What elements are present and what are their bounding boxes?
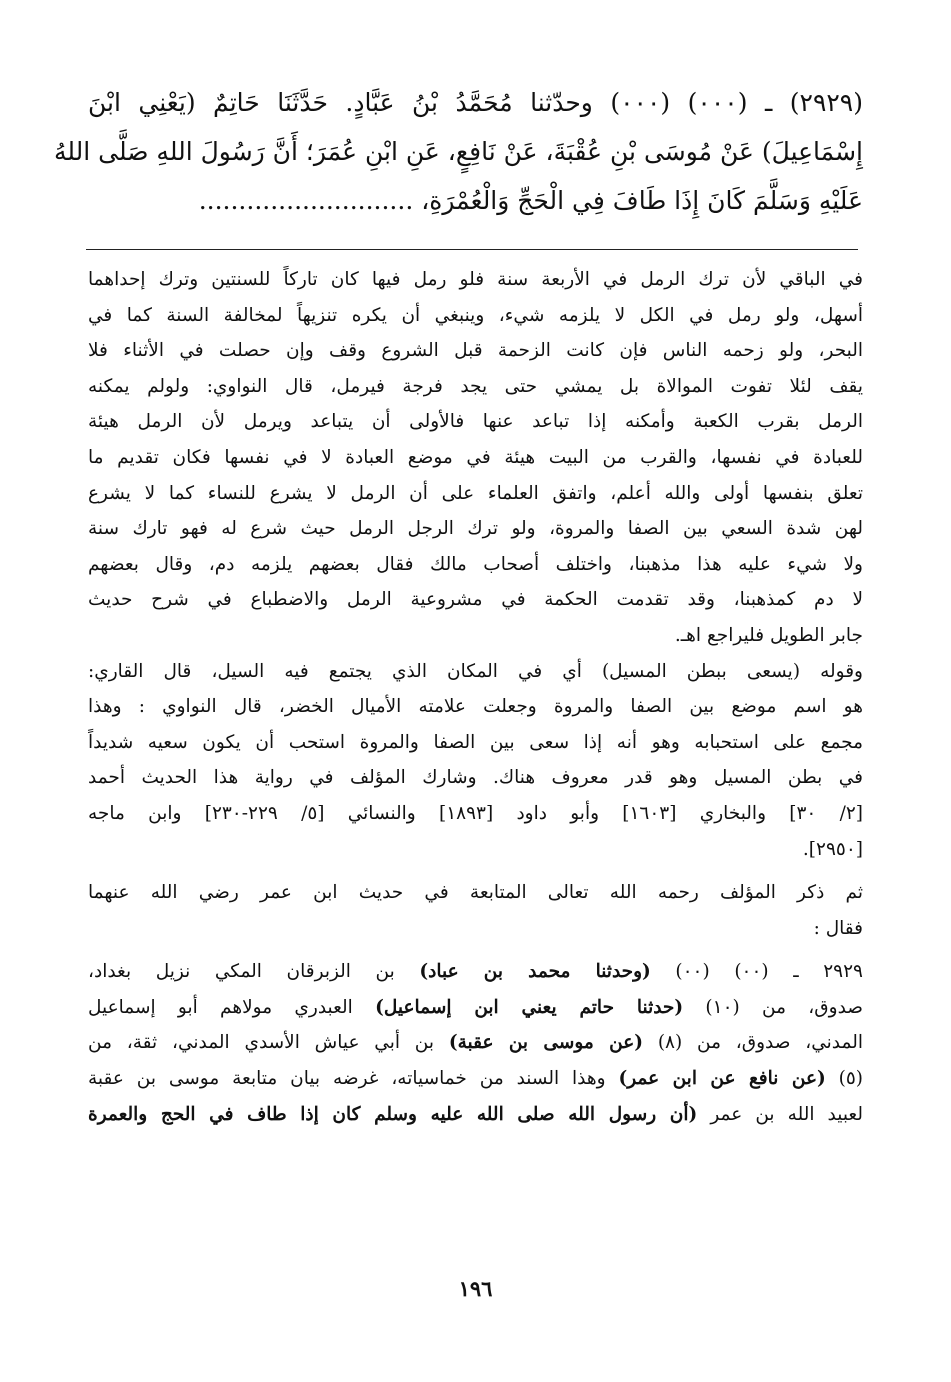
- chain-line: المدني، صدوق، من (٨) (عن موسى بن عقبة) بن أبي عياش الأسدي المدني، ثقة، من: [88, 1032, 863, 1054]
- commentary-line: لا دم كمذهبنا، وقد تقدمت الحكمة في مشروعية الرمل والاضطباع في شرح حديث: [88, 589, 863, 611]
- chain-narrator: (وحدثنا محمد بن عباد): [419, 961, 651, 983]
- chain-narrator: (حدثنا حاتم يعني ابن إسماعيل): [375, 996, 684, 1018]
- hadith-line: عَلَيْهِ وَسَلَّمَ كَانَ إِذَا طَافَ فِي الْحَجِّ وَالْعُمْرَةِ، ...........................: [198, 186, 863, 215]
- commentary-line: [٢/ ٣٠] والبخاري [١٦٠٣] وأبو داود [١٨٩٣] والنسائي [٥/ ٢٢٩-٢٣٠] وابن ماجه: [88, 802, 864, 824]
- commentary-line: أسهل، ولو رمل في الكل لا يلزمه شيء، وينبغي أن يكره تنزيهاً لمخالفة السنة كما في: [88, 304, 863, 326]
- commentary-line: البحر، ولو زحمه الناس فإن كانت الزحمة قبل الشروع وقف وإن حصلت في الأثناء فلا: [88, 340, 863, 362]
- commentary-line: في الباقي لأن ترك الرمل في الأربعة سنة فلو رمل فيها كان تاركاً للسنتين وترك إحداهما: [88, 269, 863, 290]
- commentary-line: للعبادة في نفسها، والقرب من البيت هيئة في موضع العبادة لا في نفسها فكان تقديم ما: [88, 446, 863, 468]
- footnote-separator: [86, 249, 858, 250]
- commentary-line: ثم ذكر المؤلف رحمه الله تعالى المتابعة في حديث ابن عمر رضي الله عنهما: [88, 882, 863, 904]
- commentary-line: مجمع على استحبابه وهو أنه إذا سعى بين الصفا والمروة استحب أن يكون سعيه شديداً: [88, 731, 863, 753]
- chain-narrator: (عن موسى بن عقبة): [448, 1032, 644, 1054]
- commentary-paragraph: [88, 875, 863, 946]
- hadith-line: إِسْمَاعِيلَ) عَنْ مُوسَى بْنِ عُقْبَةَ، عَنْ نَافِعٍ، عَنِ ابْنِ عُمَرَ؛ أَنَّ رَسُولَ اللهِ صَلَّى اللهُ: [53, 137, 863, 166]
- commentary-line: لهن شدة السعي بين الصفا والمروة، ولو ترك الرجل الرمل حيث شرع له فهو تارك سنة: [88, 518, 863, 540]
- commentary-line: ولا شيء عليه هذا مذهبنا، واختلف أصحاب مالك فقال بعضهم يلزمه دم، وقال بعضهم: [88, 553, 863, 575]
- hadith-line: (٢٩٢٩) ـ (٠٠٠) (٠٠٠) وحدّثنا مُحَمَّدُ بْنُ عَبَّادٍ. حَدَّثَنَا حَاتِمٌ (يَعْنِي ابْنَ: [88, 88, 863, 117]
- chain-line: لعبيد الله بن عمر (أن رسول الله صلى الله عليه وسلم كان إذا طاف في الحج والعمرة: [88, 1103, 863, 1125]
- chain-paragraph: [88, 954, 863, 1132]
- chain-narrator: (عن نافع عن ابن عمر): [618, 1068, 826, 1090]
- commentary-paragraph: [88, 654, 863, 868]
- page-number: ١٩٦: [458, 1276, 493, 1301]
- hadith-text: [53, 78, 863, 225]
- commentary-line: [٢٩٥٠].: [802, 838, 863, 860]
- commentary-line: وقوله (يسعى ببطن المسيل) أي في المكان الذي يجتمع فيه السيل، قال القاري:: [88, 660, 863, 682]
- commentary-line: هو اسم موضع بين الصفا والمروة وجعلت علامته الأميال الخضر، قال النواوي : وهذا: [88, 696, 863, 718]
- chain-line: ٢٩٢٩ ـ (٠٠) (٠٠) (وحدثنا محمد بن عباد) بن الزبرقان المكي نزيل بغداد،: [88, 961, 863, 983]
- commentary-line: في بطن المسيل وهو قدر معروف هناك. وشارك المؤلف في رواية هذا الحديث أحمد: [88, 767, 863, 789]
- commentary-line: جابر الطويل فليراجع اهـ.: [674, 624, 863, 646]
- chain-line: (٥) (عن نافع عن ابن عمر) وهذا السند من خماسياته، غرضه بيان متابعة موسى بن عقبة: [88, 1068, 863, 1090]
- chain-line: صدوق، من (١٠) (حدثنا حاتم يعني ابن إسماعيل) العبدري مولاهم أبو إسماعيل: [88, 996, 863, 1018]
- commentary-line: يقف لئلا تفوت الموالاة بل يمشي حتى يجد فرجة فيرمل، قال النواوي: ولولم يمكنه: [88, 375, 863, 397]
- hadith-quote: (أن رسول الله صلى الله عليه وسلم كان إذا طاف في الحج والعمرة: [88, 1103, 698, 1125]
- commentary-line: تعلق بنفسها أولى والله أعلم، واتفق العلماء على أن الرمل لا يشرع للنساء كما لا يشرع: [88, 482, 863, 504]
- commentary-paragraph: [88, 262, 863, 654]
- commentary-line: الرمل بقرب الكعبة وأمكنه إذا تباعد عنها فالأولى أن يتباعد ويرمل لأن الرمل هيئة: [88, 411, 863, 433]
- commentary-line: فقال :: [813, 917, 863, 939]
- commentary: [88, 262, 863, 1132]
